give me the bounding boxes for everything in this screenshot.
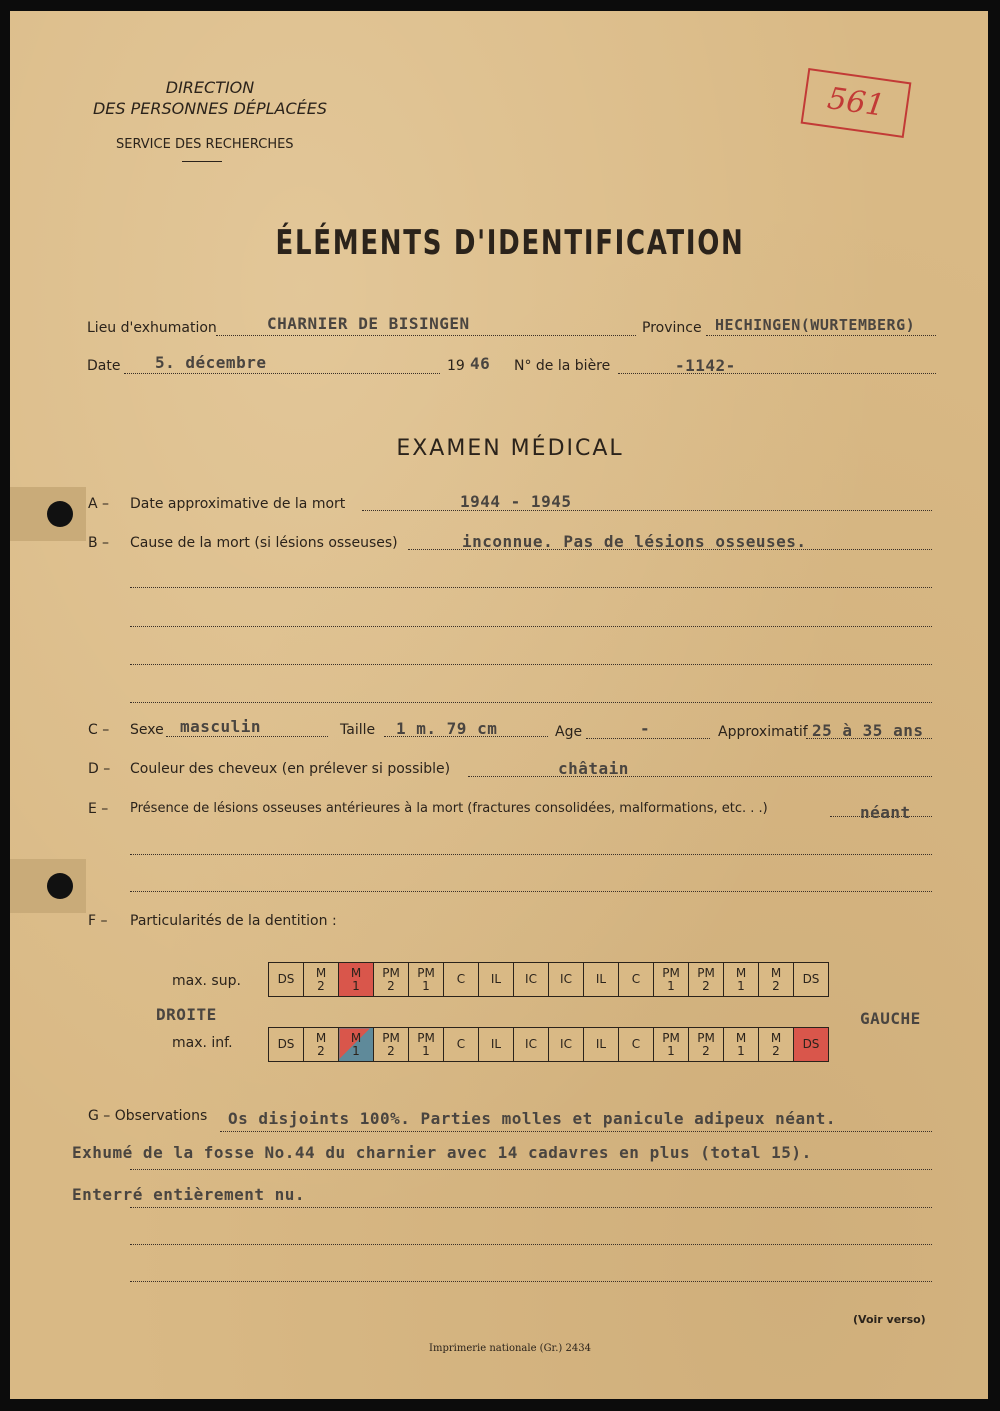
droite-label: DROITE xyxy=(156,1005,217,1024)
sup-tooth-cell xyxy=(654,963,689,997)
sup-tooth-cell xyxy=(689,963,724,997)
year-prefix: 19 xyxy=(447,358,465,374)
tooth-code: M xyxy=(350,965,362,980)
biere-value: -1142- xyxy=(675,356,736,375)
tooth-code: M xyxy=(735,965,747,980)
sup-tooth-cell xyxy=(409,963,444,997)
sup-tooth-cell xyxy=(304,963,339,997)
item-e-label: Présence de lésions osseuses antérieures à la mort (fractures consolidées, malformations, etc. . .) xyxy=(130,801,768,816)
file-number-stamp: 561 xyxy=(801,68,912,138)
item-b-label: Cause de la mort (si lésions osseuses) xyxy=(130,535,398,551)
item-d-dots xyxy=(468,776,932,777)
tooth-number: 1 xyxy=(737,1043,745,1058)
tooth-number: 1 xyxy=(667,1043,675,1058)
document-page xyxy=(10,11,988,1399)
sexe-dots xyxy=(166,736,328,737)
tooth-code: IL xyxy=(595,972,607,986)
punch-hole xyxy=(47,873,73,899)
inf-tooth-cell xyxy=(514,1028,549,1062)
tooth-code: M xyxy=(350,1030,362,1045)
tooth-code: PM xyxy=(417,1030,435,1045)
tooth-number: 1 xyxy=(422,1043,430,1058)
sup-tooth-cell xyxy=(759,963,794,997)
item-a-label: Date approximative de la mort xyxy=(130,496,346,512)
observation-dots xyxy=(130,1169,932,1170)
max-sup-label: max. sup. xyxy=(172,973,241,989)
section-heading: EXAMEN MÉDICAL xyxy=(396,436,624,461)
form-title: ÉLÉMENTS D'IDENTIFICATION xyxy=(275,223,745,263)
item-e-value: néant xyxy=(860,803,911,822)
tooth-code: IL xyxy=(490,972,502,986)
inf-tooth-cell xyxy=(549,1028,584,1062)
max-inf-label: max. inf. xyxy=(172,1035,233,1051)
tooth-code: PM xyxy=(697,1030,715,1045)
item-d-letter: D – xyxy=(88,761,111,777)
item-g-label: G – Observations xyxy=(88,1108,208,1124)
item-d-value: châtain xyxy=(558,759,629,778)
tooth-number: 2 xyxy=(387,1043,395,1058)
observation-dots xyxy=(130,1207,932,1208)
inf-tooth-cell xyxy=(689,1028,724,1062)
tooth-code: IC xyxy=(525,972,537,986)
item-a-value: 1944 - 1945 xyxy=(460,492,572,511)
tooth-number: 2 xyxy=(772,1043,780,1058)
department-heading xyxy=(80,77,340,119)
province-dots xyxy=(706,335,936,336)
item-f-letter: F – xyxy=(88,913,108,929)
inf-tooth-cell xyxy=(584,1028,619,1062)
tooth-number: 2 xyxy=(772,978,780,993)
tooth-number: 1 xyxy=(422,978,430,993)
observation-line-3: Enterré entièrement nu. xyxy=(72,1185,306,1204)
tooth-code: IL xyxy=(595,1037,607,1051)
tooth-code: M xyxy=(315,965,327,980)
tooth-number: 2 xyxy=(317,978,325,993)
inf-tooth-cell xyxy=(794,1028,829,1062)
biere-dots xyxy=(618,373,936,374)
province-value: HECHINGEN(WURTEMBERG) xyxy=(715,316,916,334)
tooth-code: M xyxy=(770,1030,782,1045)
tooth-number: 2 xyxy=(387,978,395,993)
blank-line xyxy=(130,891,932,892)
age-label: Age xyxy=(555,724,583,740)
voir-verso-note: (Voir verso) xyxy=(853,1313,926,1326)
inf-tooth-cell xyxy=(619,1028,654,1062)
item-b-letter: B – xyxy=(88,535,110,551)
tooth-number: 1 xyxy=(737,978,745,993)
tooth-code: C xyxy=(631,1037,641,1051)
upper-teeth-chart xyxy=(268,962,829,997)
blank-line xyxy=(130,854,932,855)
item-a-dots xyxy=(362,510,932,511)
tooth-number: 1 xyxy=(352,1043,360,1058)
printer-imprint: Imprimerie nationale (Gr.) 2434 xyxy=(429,1343,591,1354)
inf-tooth-cell xyxy=(269,1028,304,1062)
blank-line xyxy=(130,587,932,588)
tooth-code: IC xyxy=(525,1037,537,1051)
lieu-value: CHARNIER DE BISINGEN xyxy=(267,314,470,333)
tooth-code: C xyxy=(456,1037,466,1051)
age-dots xyxy=(586,738,710,739)
tooth-code: DS xyxy=(277,1037,295,1051)
tooth-code: PM xyxy=(382,965,400,980)
tooth-code: M xyxy=(770,965,782,980)
sup-tooth-cell xyxy=(339,963,374,997)
service-name: SERVICE DES RECHERCHES xyxy=(116,137,294,152)
inf-tooth-cell xyxy=(374,1028,409,1062)
inf-tooth-cell xyxy=(339,1028,374,1062)
sup-tooth-cell xyxy=(584,963,619,997)
service-underline xyxy=(182,161,222,162)
taille-label: Taille xyxy=(340,722,376,738)
date-value: 5. décembre xyxy=(155,353,267,372)
blank-line xyxy=(130,626,932,627)
tooth-code: PM xyxy=(662,965,680,980)
sup-tooth-cell xyxy=(374,963,409,997)
inf-tooth-cell xyxy=(304,1028,339,1062)
tooth-code: PM xyxy=(382,1030,400,1045)
blank-line xyxy=(130,1281,932,1282)
tooth-code: DS xyxy=(802,972,820,986)
observation-line-1: Os disjoints 100%. Parties molles et panicule adipeux néant. xyxy=(228,1109,836,1128)
observation-dots xyxy=(220,1131,932,1132)
lieu-dots xyxy=(216,335,636,336)
tooth-code: M xyxy=(315,1030,327,1045)
lower-teeth-chart xyxy=(268,1027,829,1062)
gauche-label: GAUCHE xyxy=(860,1009,921,1028)
item-f-label: Particularités de la dentition : xyxy=(130,913,337,929)
sup-tooth-cell xyxy=(724,963,759,997)
tooth-code: IL xyxy=(490,1037,502,1051)
inf-tooth-cell xyxy=(479,1028,514,1062)
year-value: 46 xyxy=(470,354,491,373)
age-value: - xyxy=(640,719,651,738)
item-a-letter: A – xyxy=(88,496,110,512)
tooth-code: IC xyxy=(560,1037,572,1051)
sexe-value: masculin xyxy=(180,717,262,736)
punch-hole xyxy=(47,501,73,527)
taille-value: 1 m. 79 cm xyxy=(396,719,498,738)
blank-line xyxy=(130,664,932,665)
blank-line xyxy=(130,1244,932,1245)
sup-tooth-cell xyxy=(794,963,829,997)
sup-tooth-cell xyxy=(479,963,514,997)
lieu-label: Lieu d'exhumation xyxy=(87,320,217,336)
tooth-number: 2 xyxy=(702,978,710,993)
sup-tooth-cell xyxy=(549,963,584,997)
item-e-letter: E – xyxy=(88,801,109,817)
tooth-number: 1 xyxy=(667,978,675,993)
item-c-letter: C – xyxy=(88,722,110,738)
sexe-label: Sexe xyxy=(130,722,164,738)
sup-tooth-cell xyxy=(269,963,304,997)
tooth-number: 2 xyxy=(702,1043,710,1058)
province-label: Province xyxy=(642,320,702,336)
tooth-code: M xyxy=(735,1030,747,1045)
blank-line xyxy=(130,702,932,703)
tooth-code: DS xyxy=(277,972,295,986)
tooth-code: PM xyxy=(417,965,435,980)
date-label: Date xyxy=(87,358,121,374)
tooth-code: C xyxy=(456,972,466,986)
item-b-value: inconnue. Pas de lésions osseuses. xyxy=(462,532,807,551)
tooth-number: 2 xyxy=(317,1043,325,1058)
observation-line-2: Exhumé de la fosse No.44 du charnier avec 14 cadavres en plus (total 15). xyxy=(72,1143,812,1162)
inf-tooth-cell xyxy=(654,1028,689,1062)
dept-line-1: DIRECTION xyxy=(165,78,255,97)
sup-tooth-cell xyxy=(619,963,654,997)
tooth-code: IC xyxy=(560,972,572,986)
date-dots xyxy=(124,373,440,374)
tooth-number: 1 xyxy=(352,978,360,993)
item-d-label: Couleur des cheveux (en prélever si possible) xyxy=(130,761,451,777)
sup-tooth-cell xyxy=(514,963,549,997)
tooth-code: PM xyxy=(697,965,715,980)
dept-line-2: DES PERSONNES DÉPLACÉES xyxy=(92,99,328,118)
sup-tooth-cell xyxy=(444,963,479,997)
inf-tooth-cell xyxy=(409,1028,444,1062)
tooth-code: PM xyxy=(662,1030,680,1045)
inf-tooth-cell xyxy=(444,1028,479,1062)
tooth-code: DS xyxy=(802,1037,820,1051)
biere-label: N° de la bière xyxy=(514,358,611,374)
inf-tooth-cell xyxy=(759,1028,794,1062)
inf-tooth-cell xyxy=(724,1028,759,1062)
approx-value: 25 à 35 ans xyxy=(812,721,924,740)
tooth-code: C xyxy=(631,972,641,986)
approx-label: Approximatif xyxy=(718,724,808,740)
